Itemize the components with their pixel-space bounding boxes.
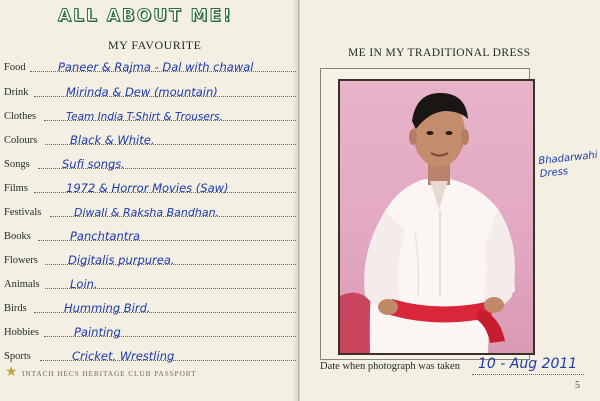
left-page [0,0,299,401]
intach-figure-icon: ★ [5,365,18,380]
row-value: Diwali & Raksha Bandhan. [74,206,220,219]
date-value: 10 - Aug 2011 [478,356,578,372]
photo-illustration [340,81,533,353]
row-label: Clothes [4,111,37,122]
row-label: Films [4,183,28,194]
row-label: Sports [4,351,31,362]
row-label: Flowers [4,255,38,266]
favourite-row-clothes [0,101,298,125]
row-value: Sufi songs. [62,157,125,171]
row-value: Mirinda & Dew (mountain) [66,85,218,99]
date-label: Date when photograph was taken [320,361,460,372]
row-label: Songs [4,159,30,170]
section-subtitle: MY FAVOURITE [108,38,202,52]
footer-text: INTACH HECS HERITAGE CLUB PASSPORT [22,369,197,378]
row-label: Festivals [4,207,42,218]
right-page-title: ME IN MY TRADITIONAL DRESS [348,47,531,59]
row-label: Food [4,62,26,73]
row-label: Books [4,231,31,242]
page-title: ALL ABOUT ME! [58,6,233,26]
row-value: Humming Bird. [64,301,151,315]
row-label: Drink [4,87,29,98]
favourite-row-colours [0,125,298,149]
row-value: 1972 & Horror Movies (Saw) [66,181,229,195]
photograph [338,79,535,355]
favourite-row-drink [0,77,298,101]
row-value: Loin. [70,277,98,291]
row-label: Birds [4,303,27,314]
row-label: Colours [4,135,38,146]
favourite-row-flowers [0,245,298,269]
favourite-row-animals [0,269,298,293]
favourite-row-films [0,173,298,197]
favourite-row-books [0,221,298,245]
dress-note: Bhadarwahi Dress [537,149,599,180]
row-value: Digitalis purpurea. [68,253,175,267]
row-value: Panchtantra [70,229,141,243]
row-value: Black & White. [70,133,155,147]
favourite-row-songs [0,149,298,173]
date-line [472,374,584,375]
row-value: Painting [74,325,121,339]
row-label: Hobbies [4,327,39,338]
row-value: Team India T-Shirt & Trousers. [66,111,223,123]
row-label: Animals [4,279,40,290]
favourite-row-festivals [0,197,298,221]
favourite-row-sports [0,341,298,365]
favourite-row-hobbies [0,317,298,341]
row-value: Cricket, Wrestling [72,349,175,363]
favourite-row-birds [0,293,298,317]
favourite-row-food [0,52,298,76]
row-value: Paneer & Rajma - Dal with chawal [58,60,254,74]
page-number: 5 [575,380,580,391]
